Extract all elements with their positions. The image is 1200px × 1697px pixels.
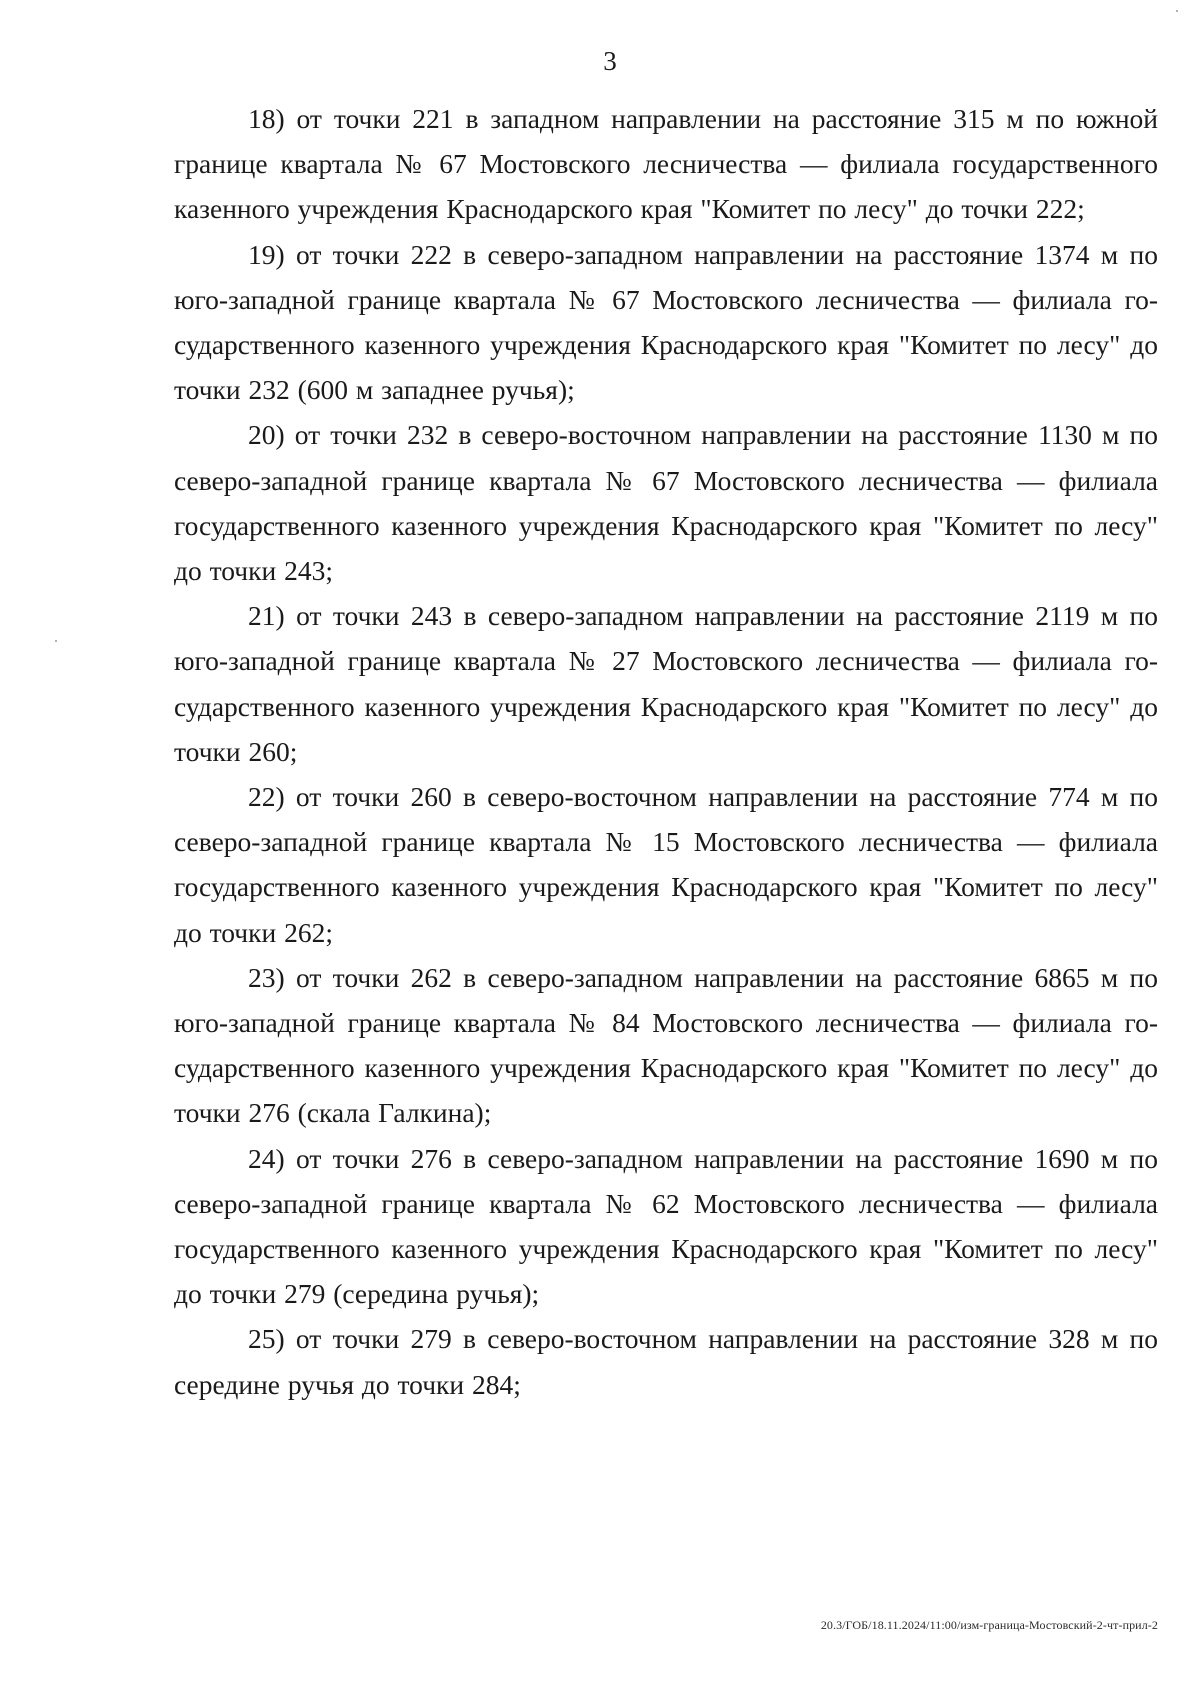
document-footer-code: 20.3/ГОБ/18.11.2024/11:00/изм-граница-Мостовский-2-чт-прил-2 <box>820 1618 1158 1632</box>
paragraph-25: 25) от точки 279 в северо-восточном направлении на расстояние 328 м по середине ручья до точки 284; <box>174 1323 1158 1400</box>
paragraph-20: 20) от точки 232 в северо-восточном направлении на расстояние 1130 м по северо-западной границе квартала № 67 Мостовского лесничества — филиала государственного казенного учреждения Краснодарского края "Комитет по лесу" до точки 243; <box>174 419 1158 587</box>
paragraph-18: 18) от точки 221 в западном направлении на расстояние 315 м по южной границе квартала № 67 Мостовского лесничества — филиала государственного казенного учреждения Краснодарского края "Комитет по лесу" до точки 222; <box>174 103 1158 225</box>
paragraph-21: 21) от точки 243 в северо-западном направлении на расстояние 2119 м по юго-западной границе квартала № 27 Мостовского лесничества — филиала государственного казенного учреждения Краснодарского края "Комитет по лесу" до точки 260; <box>174 600 1158 767</box>
document-body <box>174 96 1158 1407</box>
paragraph-24: 24) от точки 276 в северо-западном направлении на расстояние 1690 м по северо-западной границе квартала № 62 Мостовского лесничества — филиала государственного казенного учреждения Краснодарского края "Комитет по лесу" до точки 279 (середина ручья); <box>174 1142 1158 1310</box>
scan-artifact-dot <box>55 640 57 642</box>
scan-artifact-dot <box>1176 10 1178 12</box>
paragraph-19: 19) от точки 222 в северо-западном направлении на расстояние 1374 м по юго-западной границе квартала № 67 Мостовского лесничества — филиала государственного казенного учреждения Краснодарского края "Комитет по лесу" до точки 232 (600 м западнее ручья); <box>174 238 1158 406</box>
paragraph-23: 23) от точки 262 в северо-западном направлении на расстояние 6865 м по юго-западной границе квартала № 84 Мостовского лесничества — филиала государственного казенного учреждения Краснодарского края "Комитет по лесу" до точки 276 (скала Галкина); <box>174 961 1158 1129</box>
page-number: 3 <box>603 46 617 76</box>
paragraph-22: 22) от точки 260 в северо-восточном направлении на расстояние 774 м по северо-западной границе квартала № 15 Мостовского лесничества — филиала государственного казенного учреждения Краснодарского края "Комитет по лесу" до точки 262; <box>174 781 1158 948</box>
